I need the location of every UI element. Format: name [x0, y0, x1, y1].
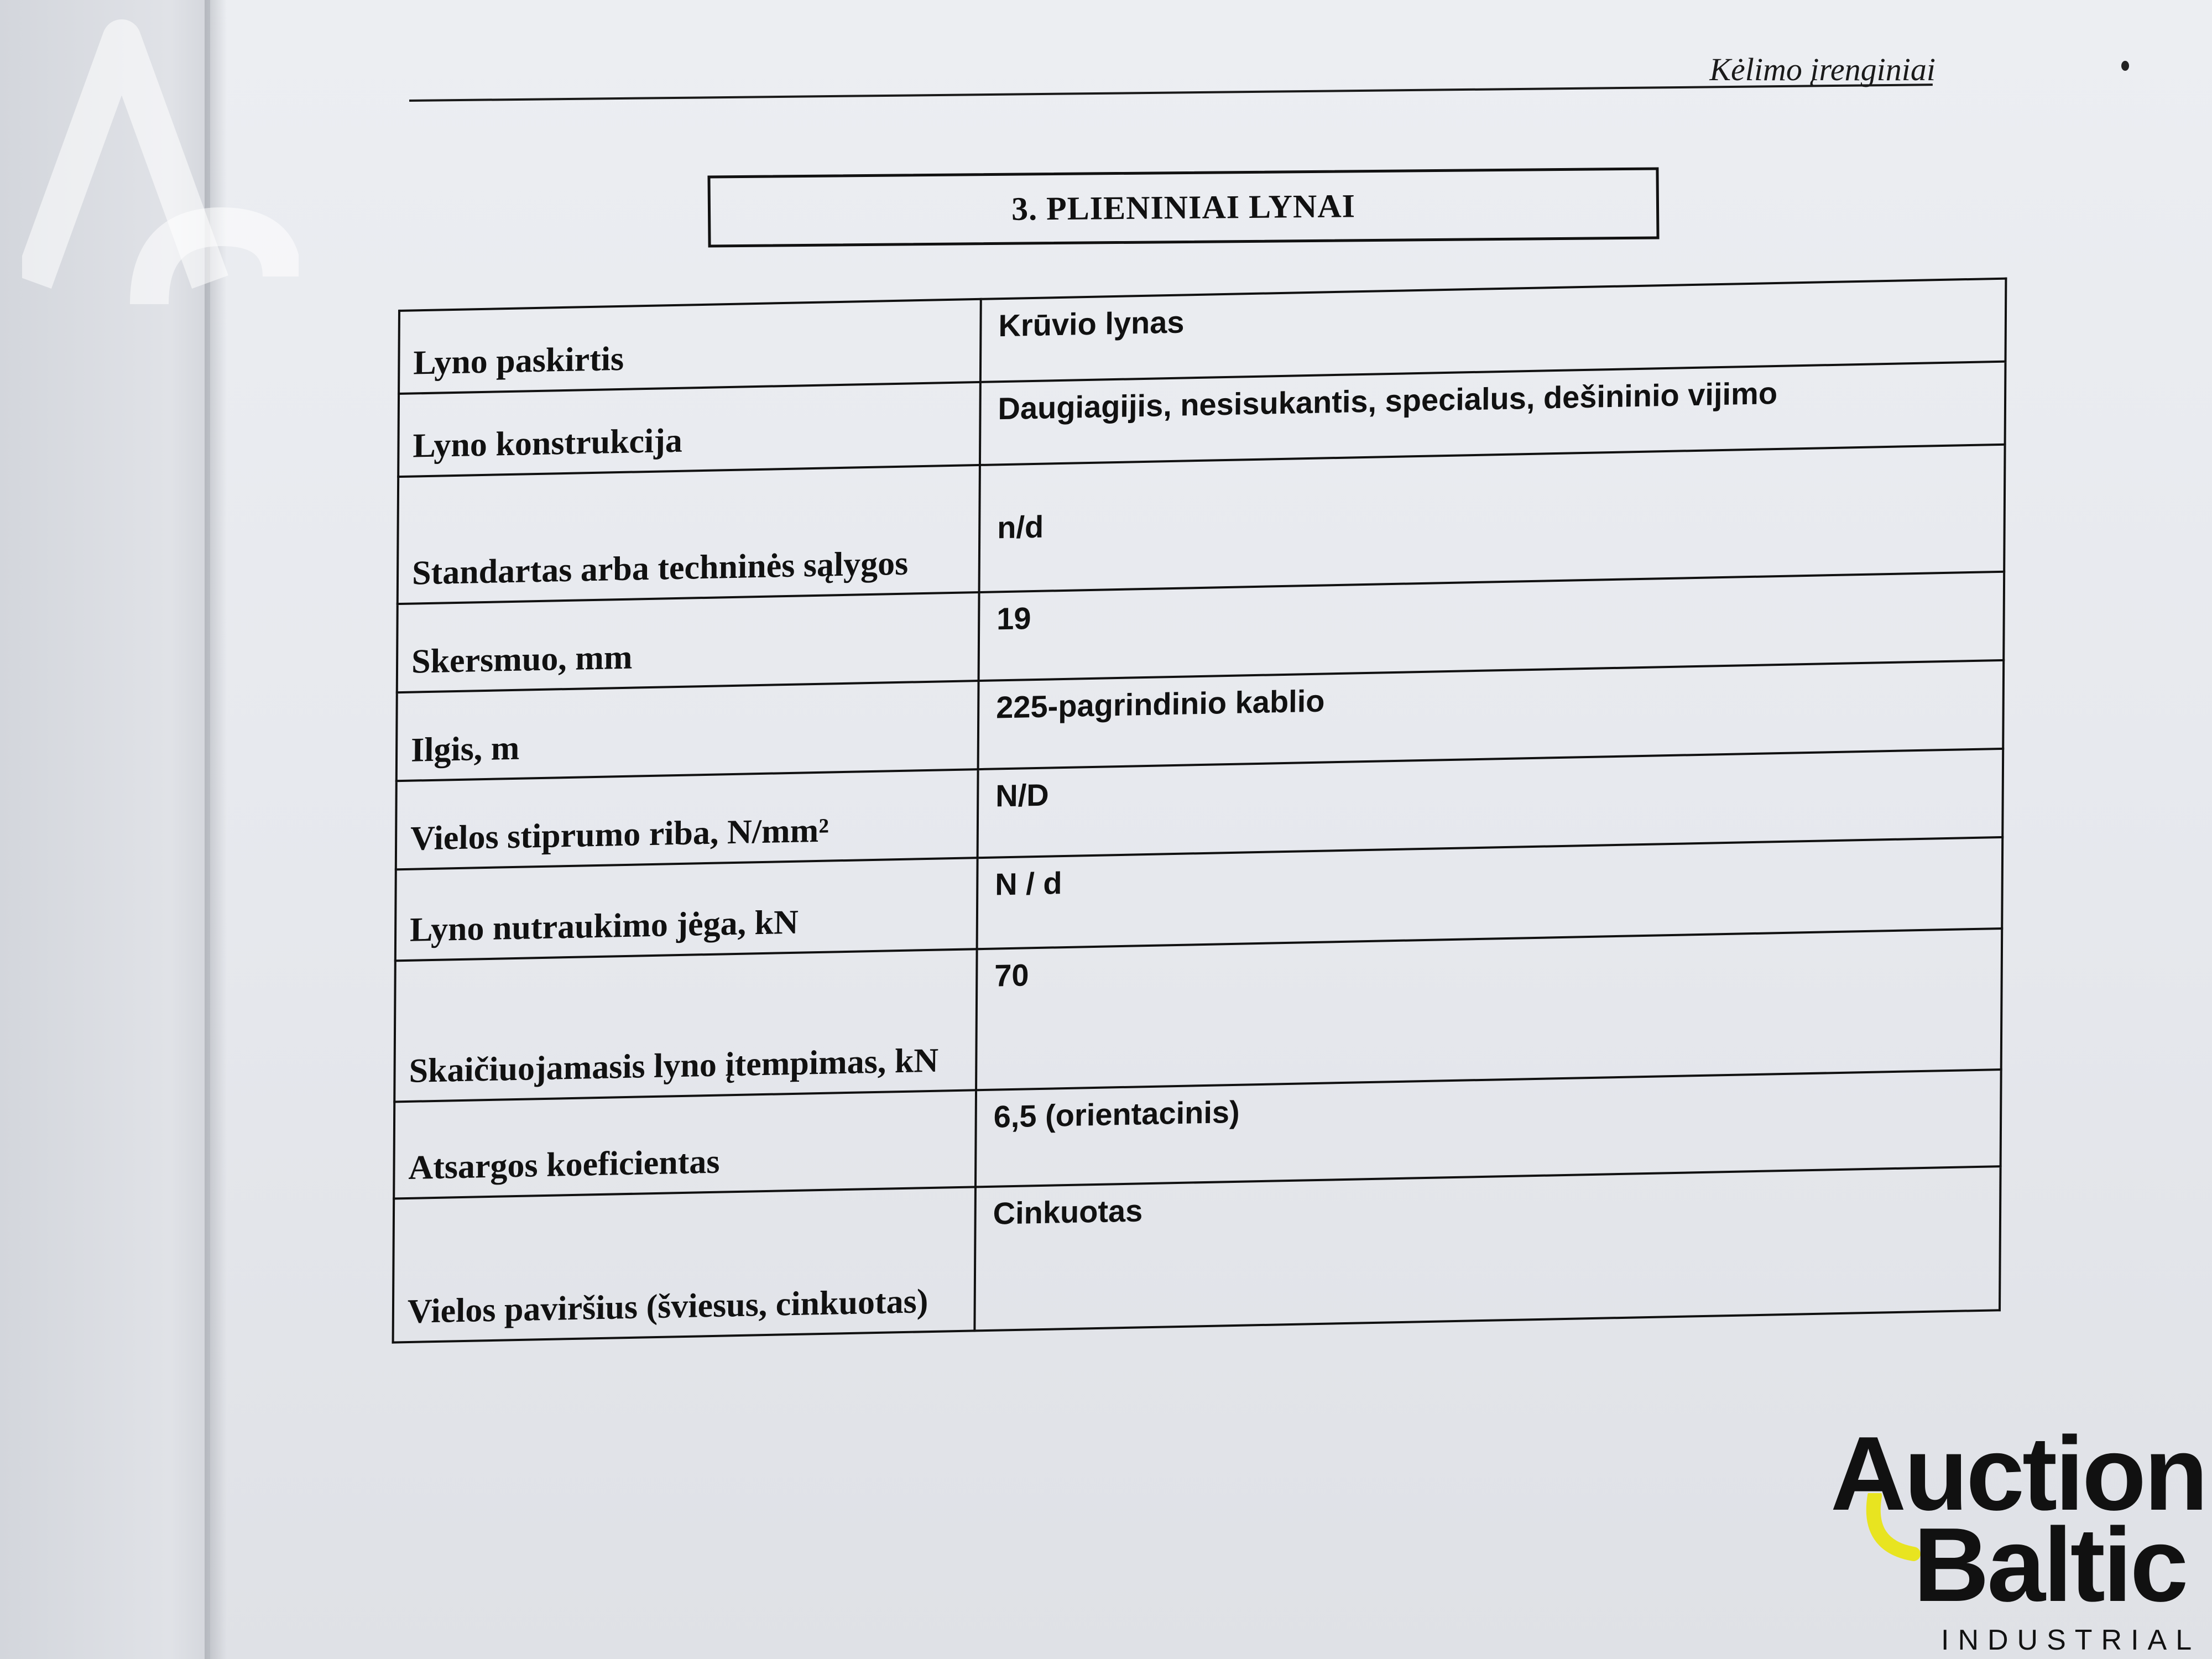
- auction-baltic-logo: [1830, 1415, 2212, 1659]
- row-value: N/D: [978, 749, 2004, 858]
- row-label: Skaičiuojamasis lyno įtempimas, kN: [394, 949, 977, 1102]
- logo-line-3: INDUSTRIAL: [1941, 1624, 2201, 1656]
- row-label: Ilgis, m: [397, 681, 979, 781]
- row-value: N / d: [977, 837, 2003, 949]
- logo-line-1: Auction: [1830, 1415, 2206, 1532]
- row-label: Standartas arba techninės sąlygos: [398, 465, 980, 604]
- logo-line-2: Baltic: [1913, 1506, 2187, 1624]
- row-value: Daugiagijis, nesisukantis, specialus, dešininio vijimo: [980, 362, 2006, 465]
- row-value: 225-pagrindinio kablio: [978, 660, 2004, 769]
- row-label: Skersmuo, mm: [397, 592, 979, 692]
- row-value: 70: [976, 928, 2002, 1090]
- logo-hook-icon: [1861, 1493, 1922, 1565]
- section-title-box: [707, 167, 1659, 247]
- row-value: Krūvio lynas: [980, 279, 2006, 382]
- row-value: n/d: [979, 445, 2005, 592]
- row-value: Cinkuotas: [974, 1166, 2000, 1331]
- ink-speck: [2121, 61, 2129, 71]
- row-label: Lyno paskirtis: [399, 299, 981, 394]
- row-value: 6,5 (orientacinis): [975, 1070, 2001, 1187]
- row-label: Lyno nutraukimo jėga, kN: [395, 858, 978, 961]
- row-value: 19: [979, 572, 2005, 681]
- running-header: Kėlimo įrenginiai: [1709, 51, 1936, 87]
- watermark-logo-icon: [22, 17, 299, 304]
- row-label: Vielos stiprumo riba, N/mm²: [396, 769, 978, 869]
- row-label: Vielos paviršius (šviesus, cinkuotas): [393, 1187, 975, 1342]
- row-label: Atsargos koeficientas: [394, 1090, 976, 1198]
- steel-rope-spec-table: [392, 278, 2007, 1344]
- row-label: Lyno konstrukcija: [398, 382, 980, 477]
- section-title: 3. PLIENINIAI LYNAI: [1011, 187, 1356, 227]
